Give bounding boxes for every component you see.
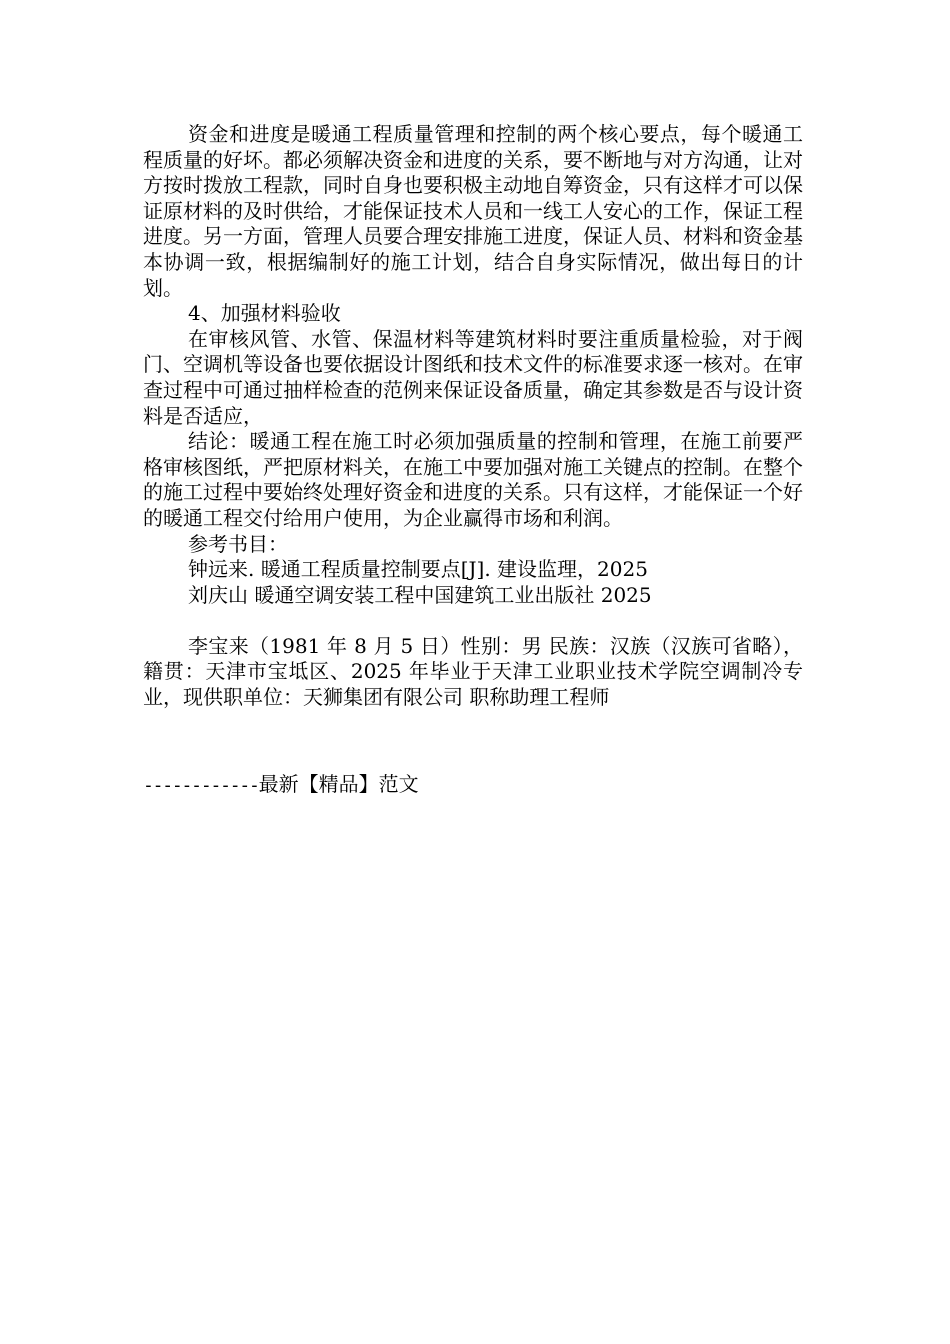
- reference-item-1: 钟远来. 暖通工程质量控制要点[J]. 建设监理，2025: [188, 557, 648, 582]
- footer-dashes: ------------: [143, 775, 259, 796]
- section-heading-material-acceptance: 4、加强材料验收: [188, 301, 341, 326]
- paragraph-material-inspection: 在审核风管、水管、保温材料等建筑材料时要注重质量检验，对于阀门、空调机等设备也要依据设计图纸和技术文件的标准要求逐一核对。在审查过程中可通过抽样检查的范例来保证设备质量，确定其参数是否与设计资料是否适应，: [143, 326, 803, 428]
- author-bio: 李宝来（1981 年 8 月 5 日）性别：男 民族：汉族（汉族可省略），籍贯：天津市宝坻区、2025 年毕业于天津工业职业技术学院空调制冷专业，现供职单位：天狮集团有限公司 职称助理工程师: [143, 633, 803, 710]
- spacer: [143, 608, 803, 634]
- references-heading: 参考书目：: [188, 531, 288, 556]
- paragraph-conclusion: 结论：暖通工程在施工时必须加强质量的控制和管理，在施工前要严格审核图纸，严把原材料关，在施工中要加强对施工关键点的控制。在整个的施工过程中要始终处理好资金和进度的关系。只有这样，才能保证一个好的暖通工程交付给用户使用，为企业赢得市场和利润。: [143, 429, 803, 530]
- document-body: [143, 122, 803, 711]
- reference-item-2: 刘庆山 暖通空调安装工程中国建筑工业出版社 2025: [188, 582, 652, 607]
- paragraph-funding-progress: 资金和进度是暖通工程质量管理和控制的两个核心要点，每个暖通工程质量的好坏。都必须解决资金和进度的关系，要不断地与对方沟通，让对方按时拨放工程款，同时自身也要积极主动地自筹资金，只有这样才可以保证原材料的及时供给，才能保证技术人员和一线工人安心的工作，保证工程进度。另一方面，管理人员要合理安排施工进度，保证人员、材料和资金基本协调一致，根据编制好的施工计划，结合自身实际情况，做出每日的计划。: [143, 122, 803, 300]
- footer-label: 最新【精品】范文: [258, 772, 419, 796]
- footer-tagline: [143, 772, 419, 799]
